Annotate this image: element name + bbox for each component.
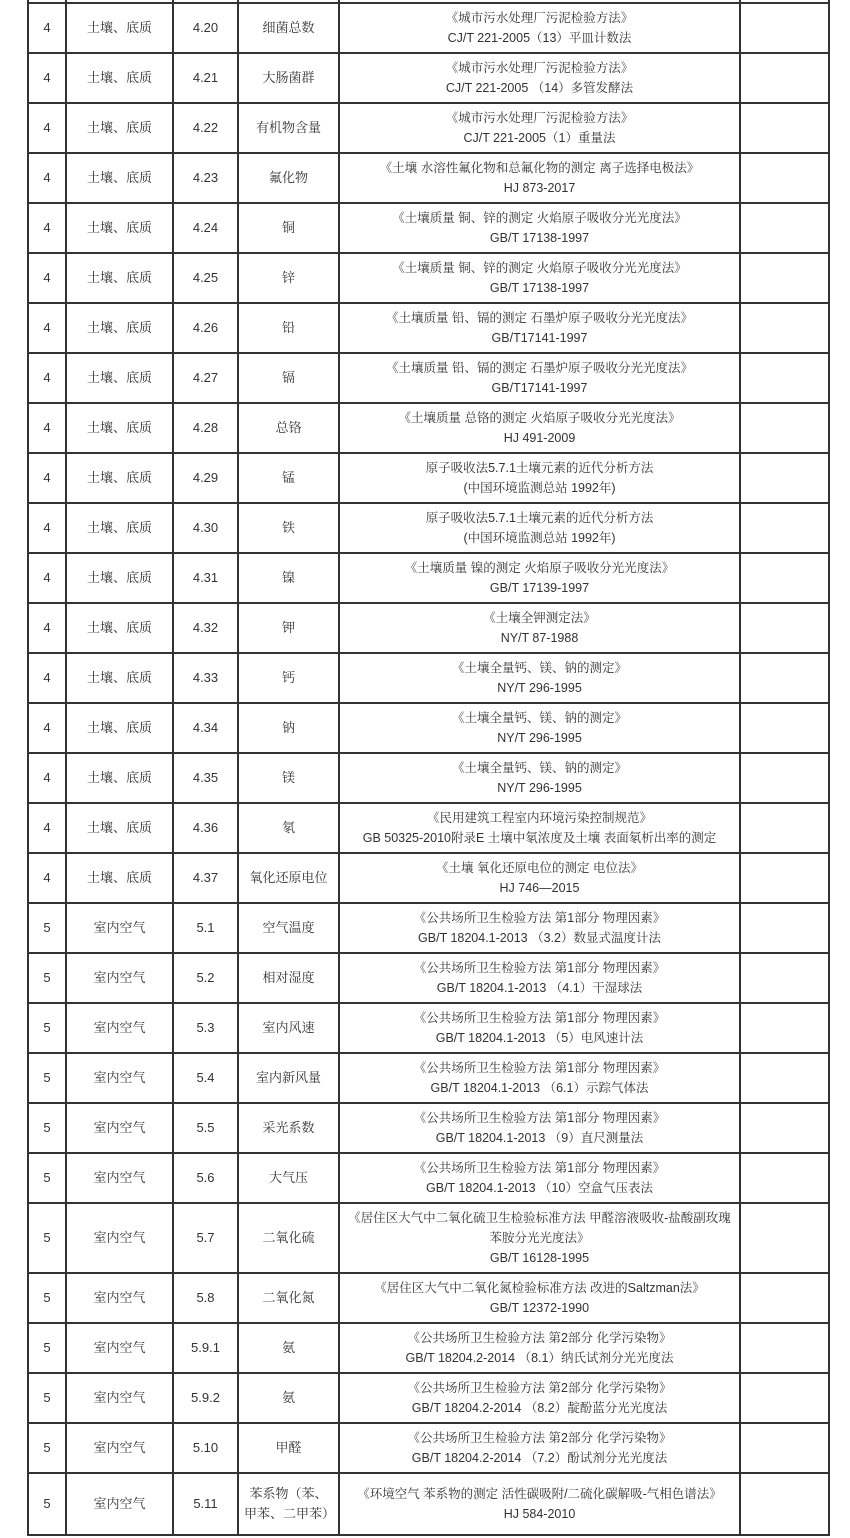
table-row [28,453,829,503]
seq-cell: 4 [28,653,66,703]
table-row [28,1153,829,1203]
method-cell [339,453,740,503]
seq-cell: 4 [28,3,66,53]
code-cell: 4.21 [173,53,238,103]
category-cell: 土壤、底质 [66,653,173,703]
remark-cell [740,203,829,253]
item-cell: 氟化物 [238,153,339,203]
seq-cell: 5 [28,1323,66,1373]
seq-cell: 5 [28,1373,66,1423]
item-cell: 铜 [238,203,339,253]
method-cell [339,703,740,753]
method-line: 《城市污水处理厂污泥检验方法》 [445,11,634,25]
table-row [28,53,829,103]
method-line: NY/T 87-1988 [500,631,579,645]
code-cell: 5.9.1 [173,1323,238,1373]
method-line: GB/T 18204.2-2014 （8.2）靛酚蓝分光光度法 [411,1401,668,1415]
remark-cell [740,703,829,753]
remark-cell [740,403,829,453]
method-cell [339,1103,740,1153]
item-cell: 氨 [238,1373,339,1423]
table-row [28,503,829,553]
category-cell: 室内空气 [66,1323,173,1373]
table-row [28,403,829,453]
method-cell [339,953,740,1003]
code-cell: 4.37 [173,853,238,903]
method-line: HJ 491-2009 [503,431,576,445]
item-cell: 镉 [238,353,339,403]
table-row [28,1103,829,1153]
code-cell: 5.6 [173,1153,238,1203]
code-cell: 4.34 [173,703,238,753]
method-line: 《公共场所卫生检验方法 第1部分 物理因素》 [413,1161,666,1175]
table-row [28,3,829,53]
seq-cell: 4 [28,553,66,603]
item-cell: 室内风速 [238,1003,339,1053]
category-cell: 土壤、底质 [66,853,173,903]
method-line: 《公共场所卫生检验方法 第2部分 化学污染物》 [407,1331,672,1345]
method-line: CJ/T 221-2005 （14）多管发酵法 [445,81,634,95]
method-cell [339,803,740,853]
item-cell: 镁 [238,753,339,803]
category-cell: 土壤、底质 [66,453,173,503]
category-cell: 土壤、底质 [66,3,173,53]
method-line: GB/T17141-1997 [491,381,588,395]
method-line: GB/T 17138-1997 [489,281,590,295]
category-cell: 室内空气 [66,1003,173,1053]
method-line: 《土壤质量 总铬的测定 火焰原子吸收分光光度法》 [398,411,681,425]
seq-cell: 5 [28,1003,66,1053]
remark-cell [740,1273,829,1323]
table-row [28,753,829,803]
remark-cell [740,1003,829,1053]
method-line: GB/T17141-1997 [491,331,588,345]
seq-cell: 5 [28,1473,66,1535]
category-cell: 土壤、底质 [66,53,173,103]
seq-cell: 4 [28,353,66,403]
remark-cell [740,1473,829,1535]
remark-cell [740,303,829,353]
item-cell: 甲醛 [238,1423,339,1473]
method-line: 《公共场所卫生检验方法 第1部分 物理因素》 [413,961,666,975]
method-line: HJ 746—2015 [499,881,580,895]
seq-cell: 5 [28,1273,66,1323]
item-cell: 苯系物（苯、甲苯、二甲苯） [238,1473,339,1535]
remark-cell [740,753,829,803]
method-line: CJ/T 221-2005（1）重量法 [463,131,616,145]
method-line: GB/T 18204.1-2013 （5）电风速计法 [435,1031,644,1045]
table-body [28,0,829,1535]
code-cell: 5.7 [173,1203,238,1273]
seq-cell: 5 [28,1153,66,1203]
code-cell: 4.29 [173,453,238,503]
seq-cell: 4 [28,853,66,903]
method-line: 《民用建筑工程室内环境污染控制规范》 [426,811,652,825]
method-cell [339,1153,740,1203]
method-cell [339,1473,740,1535]
method-line: GB/T 16128-1995 [489,1251,590,1265]
method-cell [339,603,740,653]
method-line: GB/T 18204.1-2013 （9）直尺测量法 [435,1131,644,1145]
method-cell [339,203,740,253]
method-line: 《土壤质量 铅、镉的测定 石墨炉原子吸收分光光度法》 [386,311,693,325]
method-cell [339,1053,740,1103]
remark-cell [740,53,829,103]
seq-cell: 4 [28,153,66,203]
remark-cell [740,103,829,153]
item-cell: 室内新风量 [238,1053,339,1103]
remark-cell [740,3,829,53]
seq-cell: 5 [28,953,66,1003]
category-cell: 室内空气 [66,1153,173,1203]
method-line: 《城市污水处理厂污泥检验方法》 [445,61,634,75]
remark-cell [740,853,829,903]
category-cell: 土壤、底质 [66,353,173,403]
item-cell: 空气温度 [238,903,339,953]
method-line: 《土壤 氧化还原电位的测定 电位法》 [436,861,643,875]
code-cell: 4.27 [173,353,238,403]
table-row [28,1003,829,1053]
category-cell: 土壤、底质 [66,803,173,853]
remark-cell [740,903,829,953]
method-line: 《土壤全量钙、镁、钠的测定》 [451,761,627,775]
code-cell: 4.23 [173,153,238,203]
remark-cell [740,353,829,403]
item-cell: 总铬 [238,403,339,453]
seq-cell: 4 [28,53,66,103]
code-cell: 4.26 [173,303,238,353]
seq-cell: 4 [28,403,66,453]
item-cell: 钾 [238,603,339,653]
seq-cell: 5 [28,1103,66,1153]
code-cell: 5.5 [173,1103,238,1153]
item-cell: 铅 [238,303,339,353]
code-cell: 4.22 [173,103,238,153]
method-line: GB/T 18204.1-2013 （4.1）干湿球法 [436,981,643,995]
method-line: GB/T 18204.1-2013 （6.1）示踪气体法 [430,1081,649,1095]
item-cell: 锌 [238,253,339,303]
method-line: 《公共场所卫生检验方法 第1部分 物理因素》 [413,1061,666,1075]
table-row [28,353,829,403]
seq-cell: 5 [28,1203,66,1273]
remark-cell [740,1103,829,1153]
item-cell: 氨 [238,1323,339,1373]
method-line: GB/T 18204.2-2014 （8.1）纳氏试剂分光光度法 [405,1351,674,1365]
code-cell: 4.28 [173,403,238,453]
code-cell: 5.9.2 [173,1373,238,1423]
code-cell: 4.33 [173,653,238,703]
method-line: HJ 584-2010 [503,1507,576,1521]
method-cell [339,653,740,703]
method-cell [339,1373,740,1423]
method-line: GB/T 18204.1-2013 （10）空盒气压表法 [426,1181,653,1195]
method-line: 《土壤全量钙、镁、钠的测定》 [451,711,627,725]
table-row [28,103,829,153]
method-line: GB/T 17138-1997 [489,231,590,245]
method-cell [339,903,740,953]
category-cell: 土壤、底质 [66,553,173,603]
remark-cell [740,1153,829,1203]
code-cell: 4.35 [173,753,238,803]
code-cell: 4.20 [173,3,238,53]
item-cell: 相对湿度 [238,953,339,1003]
seq-cell: 4 [28,703,66,753]
method-line: 《公共场所卫生检验方法 第1部分 物理因素》 [413,1111,666,1125]
item-cell: 细菌总数 [238,3,339,53]
method-line: 原子吸收法5.7.1土壤元素的近代分析方法 [425,511,654,525]
method-cell [339,1273,740,1323]
method-line: NY/T 296-1995 [497,781,582,795]
code-cell: 5.1 [173,903,238,953]
table-row [28,1203,829,1273]
item-cell: 二氧化硫 [238,1203,339,1273]
category-cell: 土壤、底质 [66,303,173,353]
method-line: 《居住区大气中二氧化氮检验标准方法 改进的Saltzman法》 [374,1281,705,1295]
category-cell: 室内空气 [66,903,173,953]
item-cell: 采光系数 [238,1103,339,1153]
remark-cell [740,1053,829,1103]
method-line: 《环境空气 苯系物的测定 活性碳吸附/二硫化碳解吸-气相色谱法》 [357,1487,722,1501]
method-line: GB/T 17139-1997 [489,581,590,595]
category-cell: 室内空气 [66,1373,173,1423]
table-row [28,253,829,303]
method-cell [339,403,740,453]
category-cell: 土壤、底质 [66,203,173,253]
table-row [28,553,829,603]
category-cell: 土壤、底质 [66,603,173,653]
table-row [28,953,829,1003]
remark-cell [740,253,829,303]
seq-cell: 4 [28,203,66,253]
category-cell: 室内空气 [66,1103,173,1153]
method-cell [339,3,740,53]
seq-cell: 4 [28,253,66,303]
method-cell [339,253,740,303]
table-row [28,803,829,853]
method-line: 《公共场所卫生检验方法 第2部分 化学污染物》 [407,1431,672,1445]
code-cell: 4.31 [173,553,238,603]
table-row [28,1473,829,1535]
method-line: 《公共场所卫生检验方法 第1部分 物理因素》 [413,911,666,925]
method-cell [339,1323,740,1373]
seq-cell: 4 [28,453,66,503]
category-cell: 室内空气 [66,1473,173,1535]
seq-cell: 4 [28,103,66,153]
method-line: 《公共场所卫生检验方法 第2部分 化学污染物》 [407,1381,672,1395]
method-line: (中国环境监测总站 1992年) [463,481,616,495]
item-cell: 氧化还原电位 [238,853,339,903]
remark-cell [740,1203,829,1273]
code-cell: 5.11 [173,1473,238,1535]
code-cell: 5.3 [173,1003,238,1053]
method-line: 《居住区大气中二氧化硫卫生检验标准方法 甲醛溶液吸收-盐酸副玫瑰苯胺分光光度法》 [348,1211,731,1245]
seq-cell: 4 [28,503,66,553]
item-cell: 镍 [238,553,339,603]
method-line: GB/T 18204.2-2014 （7.2）酚试剂分光光度法 [411,1451,668,1465]
remark-cell [740,1423,829,1473]
category-cell: 土壤、底质 [66,153,173,203]
method-line: CJ/T 221-2005（13）平皿计数法 [447,31,632,45]
method-line: 《土壤质量 铜、锌的测定 火焰原子吸收分光光度法》 [392,261,687,275]
method-cell [339,53,740,103]
category-cell: 室内空气 [66,953,173,1003]
category-cell: 土壤、底质 [66,703,173,753]
method-line: 《土壤全钾测定法》 [483,611,596,625]
method-cell [339,503,740,553]
table-row [28,153,829,203]
table-row [28,1273,829,1323]
method-line: 《公共场所卫生检验方法 第1部分 物理因素》 [413,1011,666,1025]
category-cell: 土壤、底质 [66,503,173,553]
category-cell: 室内空气 [66,1203,173,1273]
code-cell: 4.32 [173,603,238,653]
method-line: NY/T 296-1995 [497,681,582,695]
code-cell: 4.24 [173,203,238,253]
table-row [28,1323,829,1373]
category-cell: 室内空气 [66,1423,173,1473]
method-cell [339,753,740,803]
method-cell [339,853,740,903]
code-cell: 5.2 [173,953,238,1003]
item-cell: 二氧化氮 [238,1273,339,1323]
method-cell [339,103,740,153]
remark-cell [740,153,829,203]
method-cell [339,1003,740,1053]
method-line: HJ 873-2017 [503,181,576,195]
remark-cell [740,503,829,553]
method-line: 《土壤全量钙、镁、钠的测定》 [451,661,627,675]
remark-cell [740,1373,829,1423]
method-cell [339,303,740,353]
table-row [28,303,829,353]
category-cell: 土壤、底质 [66,403,173,453]
seq-cell: 4 [28,603,66,653]
method-line: 《土壤 水溶性氟化物和总氟化物的测定 离子选择电极法》 [379,161,700,175]
method-line: GB 50325-2010附录E 土壤中氡浓度及土壤 表面氡析出率的测定 [362,831,717,845]
method-cell [339,1203,740,1273]
method-line: 《土壤质量 铅、镉的测定 石墨炉原子吸收分光光度法》 [386,361,693,375]
item-cell: 氡 [238,803,339,853]
table-row [28,653,829,703]
table-row [28,203,829,253]
category-cell: 土壤、底质 [66,253,173,303]
table-row [28,1423,829,1473]
method-line: GB/T 12372-1990 [489,1301,590,1315]
table-row [28,1053,829,1103]
category-cell: 土壤、底质 [66,753,173,803]
method-cell [339,1423,740,1473]
category-cell: 土壤、底质 [66,103,173,153]
method-cell [339,153,740,203]
code-cell: 4.25 [173,253,238,303]
item-cell: 铁 [238,503,339,553]
table-row [28,903,829,953]
item-cell: 有机物含量 [238,103,339,153]
method-line: 《土壤质量 镍的测定 火焰原子吸收分光光度法》 [404,561,675,575]
code-cell: 5.8 [173,1273,238,1323]
remark-cell [740,803,829,853]
table-row [28,1373,829,1423]
item-cell: 钙 [238,653,339,703]
method-line: (中国环境监测总站 1992年) [463,531,616,545]
category-cell: 室内空气 [66,1273,173,1323]
seq-cell: 5 [28,1053,66,1103]
remark-cell [740,1323,829,1373]
item-cell: 大肠菌群 [238,53,339,103]
table-row [28,603,829,653]
code-cell: 5.10 [173,1423,238,1473]
code-cell: 4.36 [173,803,238,853]
table-row [28,853,829,903]
method-line: 《土壤质量 铜、锌的测定 火焰原子吸收分光光度法》 [392,211,687,225]
code-cell: 4.30 [173,503,238,553]
seq-cell: 4 [28,753,66,803]
remark-cell [740,953,829,1003]
method-cell [339,353,740,403]
remark-cell [740,553,829,603]
method-line: 原子吸收法5.7.1土壤元素的近代分析方法 [425,461,654,475]
category-cell: 室内空气 [66,1053,173,1103]
method-line: 《城市污水处理厂污泥检验方法》 [445,111,634,125]
code-cell: 5.4 [173,1053,238,1103]
item-cell: 大气压 [238,1153,339,1203]
item-cell: 锰 [238,453,339,503]
remark-cell [740,453,829,503]
remark-cell [740,603,829,653]
seq-cell: 4 [28,303,66,353]
table-row [28,703,829,753]
seq-cell: 5 [28,1423,66,1473]
test-methods-table [27,0,830,1536]
method-line: NY/T 296-1995 [497,731,582,745]
seq-cell: 5 [28,903,66,953]
item-cell: 钠 [238,703,339,753]
method-line: GB/T 18204.1-2013 （3.2）数显式温度计法 [418,931,661,945]
seq-cell: 4 [28,803,66,853]
method-cell [339,553,740,603]
remark-cell [740,653,829,703]
